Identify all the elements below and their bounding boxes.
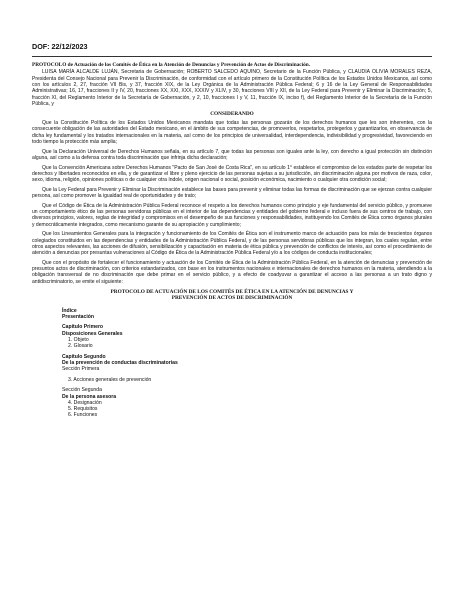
index-heading: Índice bbox=[62, 307, 77, 314]
paragraph: Que los Lineamientos Generales para la integración y funcionamiento de los Comités de Ética son el instrumento marco de actuación para los más de trescientos órganos colegiados constituidos en las dependencias y entidades de la Administración Pública Federal, y de las personas servidoras públicas que los integran, los cuales regulan, entre otros aspectos relevantes, las acciones de difusión, sensibilización y capacitación en materia de ética pública y prevención de conflictos de interés, así como el procedimiento de atención a denuncias por presuntas vulneraciones al Código de Ética de la Administración Pública Federal y/o a los códigos de conducta institucionales; bbox=[32, 231, 432, 257]
index-presentacion: Presentación bbox=[62, 313, 94, 320]
paragraph: Que la Convención Americana sobre Derechos Humanos "Pacto de San José de Costa Rica", en su artículo 1° establece el compromiso de los estados parte de respetar los derechos y libertades reconocidos en ella, y de garantizar el libre y pleno ejercicio de las personas sujetas a su jurisdicción, sin discriminación alguna por motivos de raza, color, sexo, idioma, religión, opiniones políticas o de cualquier otra índole, origen nacional o social, posición económica, nacimiento o cualquier otra condición social; bbox=[32, 164, 432, 184]
index-item: 5. Requisitos bbox=[68, 406, 98, 413]
section-title: Sección Segunda bbox=[62, 387, 102, 394]
index-item: 1. Objeto bbox=[68, 336, 89, 343]
paragraph: Que el Código de Ética de la Administración Pública Federal reconoce el respeto a los derechos humanos como principio y eje fundamental del servicio público, y promueve un comportamiento ético de las personas servidoras públicas en el interior de las dependencias y entidades del gobierno federal e incluso fuera de sus centros de trabajo, con diversos principios, valores, reglas de integridad y compromisos en el desempeño de sus funciones y responsabilidades, instituyendo los Comités de Ética como órganos plurales y democráticamente integrados, como mecanismo garante de su apropiación y cumplimiento; bbox=[32, 202, 432, 228]
index-item: 6. Funciones bbox=[68, 412, 98, 419]
section-subtitle: De la persona asesora bbox=[62, 393, 117, 400]
chapter-subtitle: De la prevención de conductas discriminatorias bbox=[62, 360, 178, 367]
chapter-title: Capítulo Segundo bbox=[62, 353, 106, 360]
preamble-paragraph: LUISA MARÍA ALCALDE LUJÁN, Secretaria de Gobernación; ROBERTO SALCEDO AQUINO, Secretario de la Función Pública, y CLAUDIA OLIVIA MORALES REZA, Presidenta del Consejo Nacional para Prevenir la Discriminación, de conformidad con el artículo primero de la Constitución Política de los Estados Unidos Mexicanos, así como con los artículos 2, 27, fracción VII Bis, y 37, fracción XIX, de la Ley Orgánica de la Administración Pública Federal; 6 y 16 de la Ley General de Responsabilidades Administrativas; 16, 17, fracciones II y IV, 20, fracciones XX, XXI, XXX, XXXIV y XLIV, y 30, fracciones VIII y XII, de la Ley Federal para Prevenir y Eliminar la Discriminación; 5, fracción XI, del Reglamento Interior de la Secretaría de Gobernación, y 2, 10, fracciones I y V, 11, fracción IX, inciso f), del Reglamento Interior de la Secretaría de la Función Pública, y bbox=[32, 69, 432, 108]
header-divider bbox=[32, 56, 432, 57]
paragraph: Que la Constitución Política de los Estados Unidos Mexicanos mandata que todas las personas gozarán de los derechos humanos que les son inherentes, con la consecuente obligación de las autoridades del Estado mexicano, en el ámbito de sus competencias, de promoverlos, respetarlos, protegerlos y garantizarlos, en observancia de dicha ley fundamental y los tratados internacionales en la materia, así como de los principios de universalidad, interdependencia, indivisibilidad y progresividad, favoreciendo en todo tiempo la protección más amplia; bbox=[32, 120, 432, 146]
chapter-subtitle: Disposiciones Generales bbox=[62, 330, 123, 337]
paragraph: Que con el propósito de fortalecer el funcionamiento y actuación de los Comités de Ética de la Administración Pública Federal, en la atención de denuncias y prevención de presuntos actos de discriminación, con criterios estandarizados, con base en los instrumentos nacionales e internacionales de derechos humanos en la materia, atendiendo a la obligación transversal de no discriminación que debe primar en el servicio público, y a efecto de coadyuvar a garantizar el acceso a las personas a un trato digno y antidiscriminatorio, se emite el siguiente: bbox=[32, 259, 432, 285]
document-title: PROTOCOLO de Actuación de los Comités de Ética en la Atención de Denuncias y Prevención de Actos de Discriminación. bbox=[32, 62, 311, 68]
paragraph: Que la Ley Federal para Prevenir y Eliminar la Discriminación establece las bases para prevenir y eliminar todas las formas de discriminación que se ejerzan contra cualquier persona, así como promover la igualdad real de oportunidades y de trato; bbox=[32, 186, 432, 200]
publication-date: DOF: 22/12/2023 bbox=[32, 42, 88, 51]
index-item: 4. Designación bbox=[68, 399, 102, 406]
protocol-title-line: PREVENCIÓN DE ACTOS DE DISCRIMINACIÓN bbox=[171, 295, 293, 302]
protocol-title-line: PROTOCOLO DE ACTUACIÓN DE LOS COMITÉS DE ÉTICA EN LA ATENCIÓN DE DENUNCIAS Y bbox=[110, 289, 354, 296]
protocol-title bbox=[32, 289, 432, 301]
index-item: 2. Glosario bbox=[68, 343, 93, 350]
table-of-contents bbox=[32, 308, 432, 419]
index-item: 3. Acciones generales de prevención bbox=[68, 376, 152, 383]
considerando-heading: CONSIDERANDO bbox=[210, 110, 254, 117]
paragraph: Que la Declaración Universal de Derechos Humanos señala, en su artículo 7, que todas las personas son iguales ante la ley, con derecho a igual protección sin distinción alguna, así como a la defensa contra toda discriminación que infrinja dicha declaración; bbox=[32, 148, 432, 162]
chapter-title: Capítulo Primero bbox=[62, 324, 104, 331]
document-body bbox=[32, 62, 432, 419]
section-title: Sección Primera bbox=[62, 366, 100, 373]
